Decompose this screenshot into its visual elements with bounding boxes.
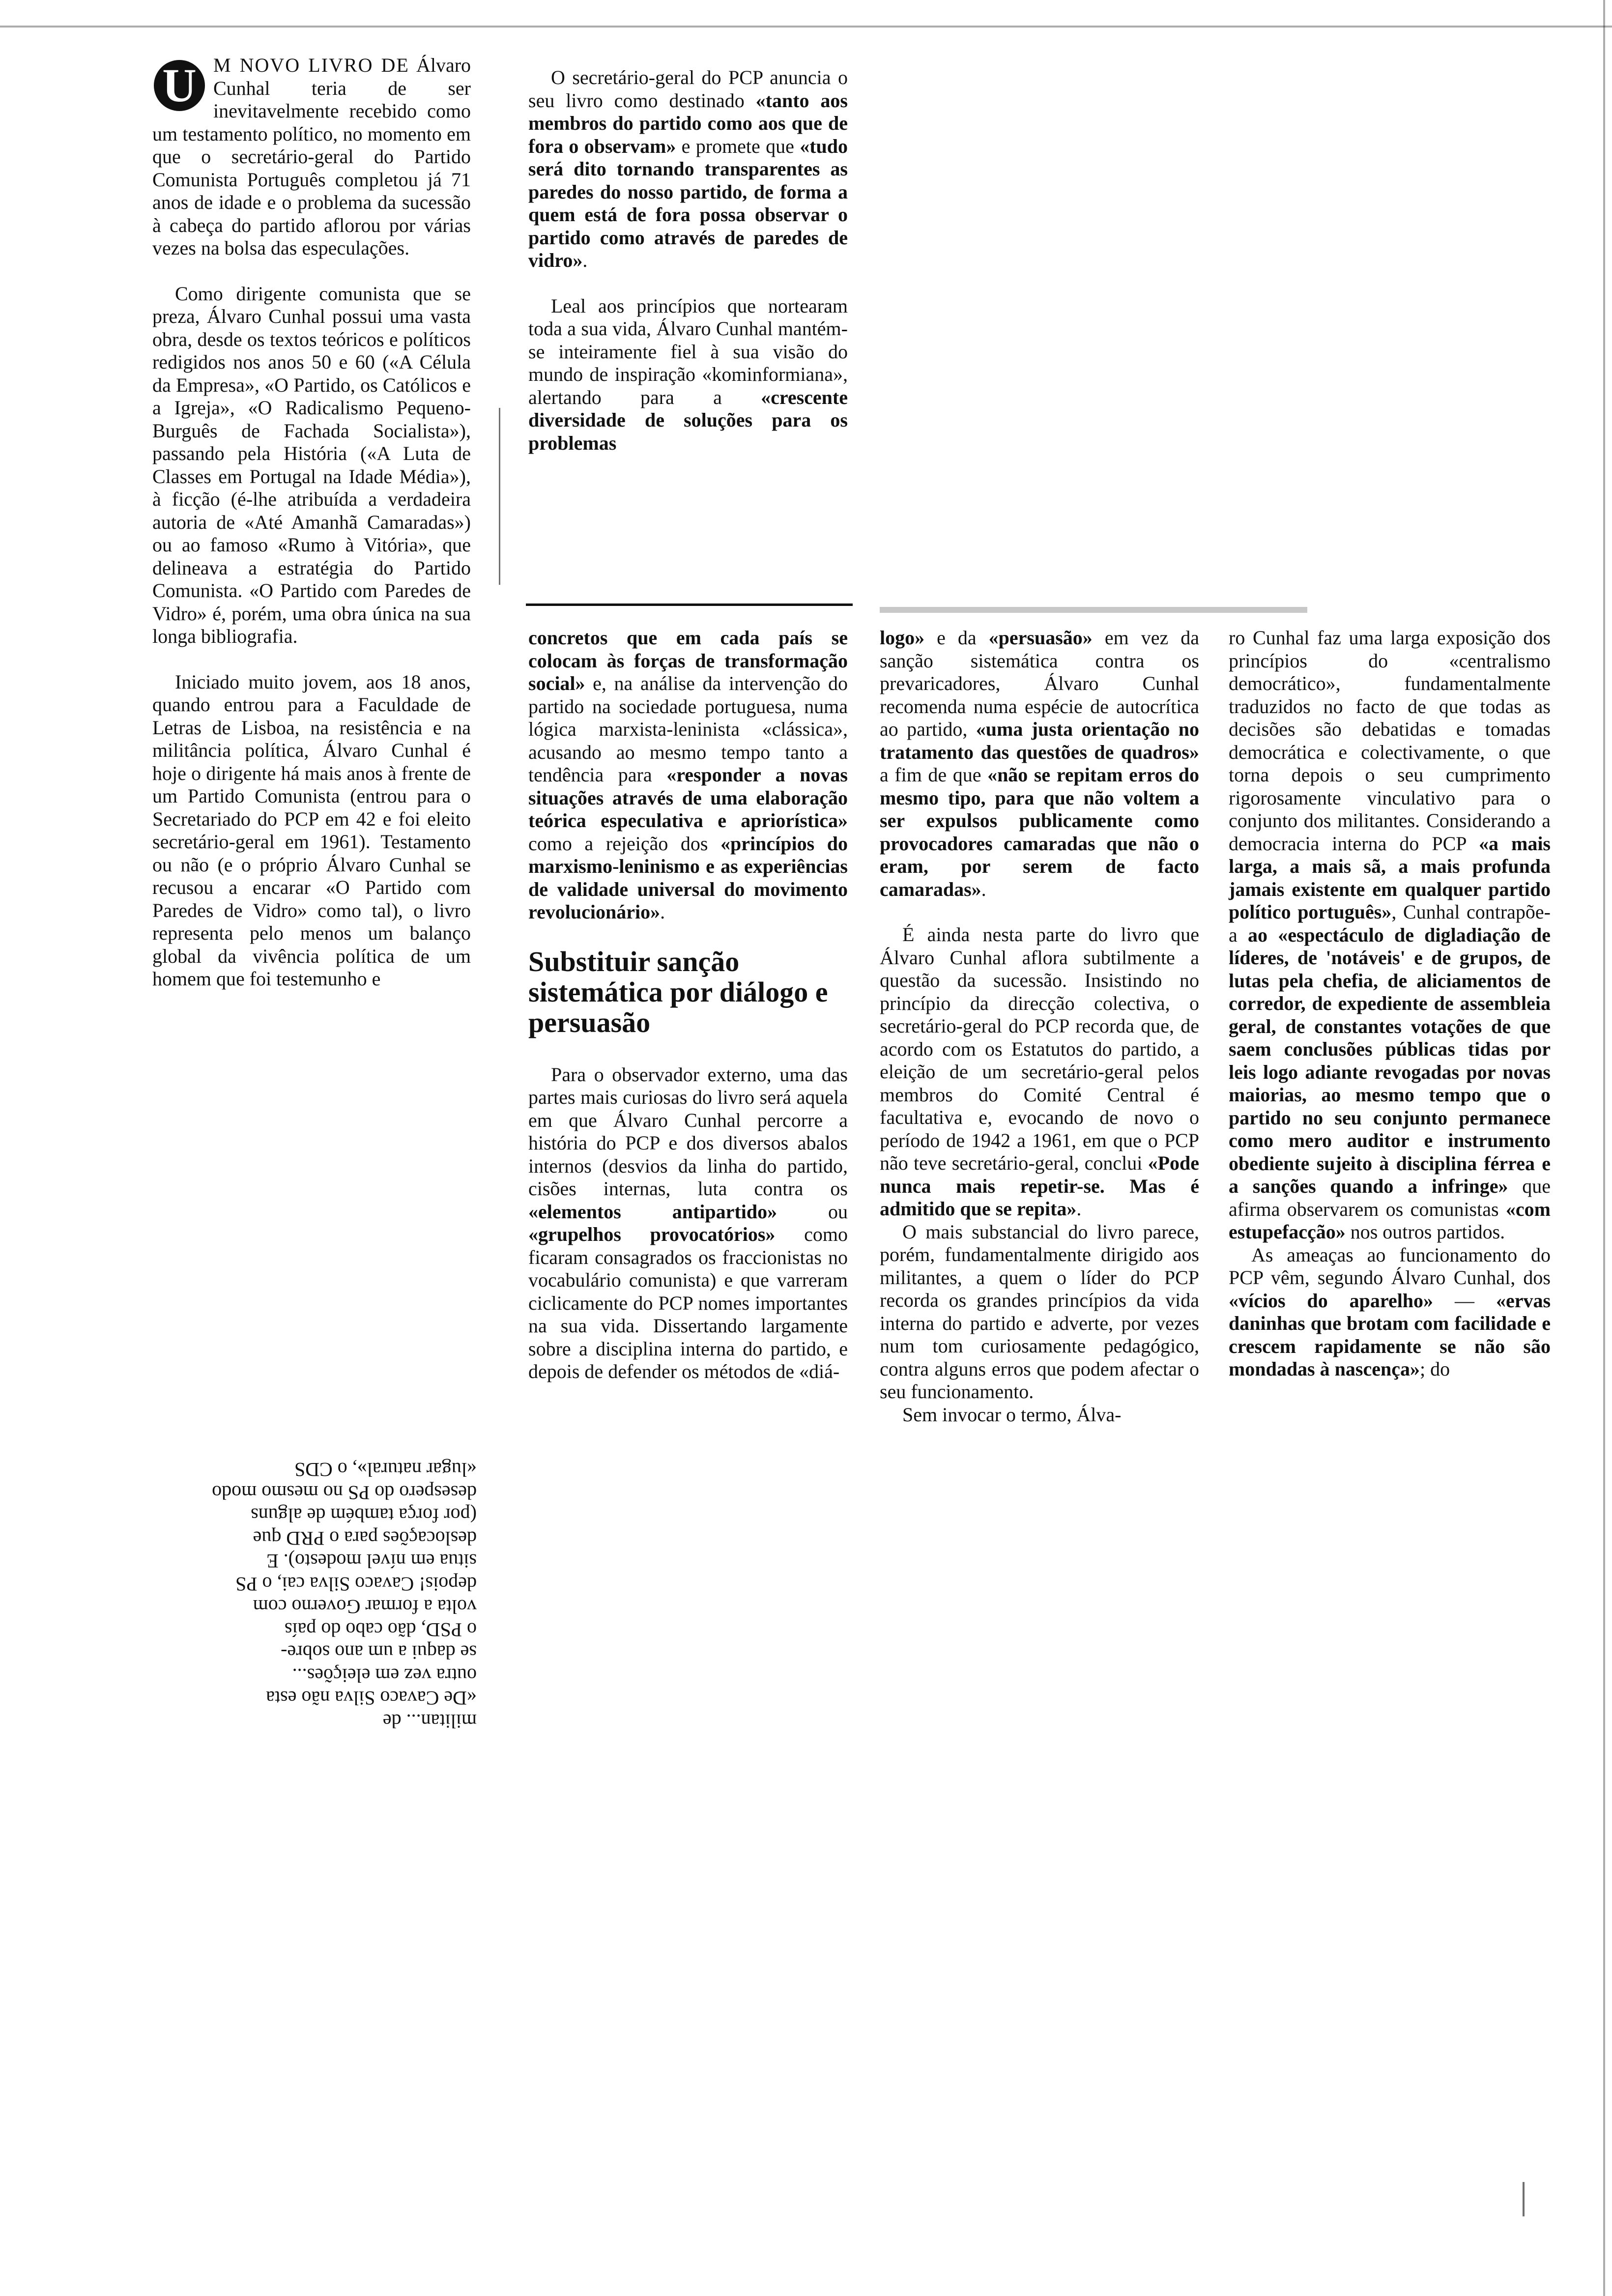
column-1 [152, 54, 471, 1013]
quote-bold: «elementos antipartido» [528, 1200, 777, 1223]
text-run: a fim de que [880, 764, 988, 786]
quote-bold: «crescente diversidade de soluções para os problemas [528, 386, 848, 454]
text-run: Para o observador externo, uma das partes mais curiosas do livro será aquela em que Álvaro Cunhal percorre a história do PCP e dos diversos abalos internos (desvios da linha do partido, cisões internas, luta contra os [528, 1063, 848, 1200]
text-run: e promete que [676, 135, 800, 157]
inverted-line: (por força também de alguns [251, 1504, 477, 1527]
column-4 [1229, 627, 1551, 1404]
quote-bold: «Pode nunca mais repetir-se. Mas é admitido que se repita» [880, 1152, 1199, 1220]
quote-bold: «vícios do aparelho» [1229, 1289, 1434, 1312]
paragraph [880, 627, 1199, 901]
text-run: nos outros partidos. [1345, 1221, 1505, 1243]
text-run: . [981, 878, 986, 900]
text-run: . [660, 901, 665, 923]
paragraph [1229, 1244, 1551, 1381]
inverted-line: outra vez em eleições... [292, 1665, 477, 1687]
text-run: Leal aos princípios que nortearam toda a sua vida, Álvaro Cunhal mantém-se inteiramente fiel à sua visão do mundo de inspiração «kominformiana», alertando para a [528, 294, 848, 408]
section-rule [526, 603, 853, 606]
quote-bold: «persuasão» [988, 627, 1093, 649]
paragraph [1229, 627, 1551, 1244]
text-run: como a rejeição dos [528, 832, 721, 855]
quote-bold: «ervas daninhas que brotam com facilidade e crescem rapidamente se não são mondadas à nascença» [1229, 1289, 1551, 1380]
quote-bold: ao «espectáculo de digladiação de líderes, de 'notáveis' e de grupos, de lutas pela chefia, de aliciamentos de corredor, de expediente de assembleia geral, de constantes votações de que saem conclusões públicas tidas por leis logo adiante revogadas por novas maiorias, ao mesmo tempo que o partido no seu conjunto permanece como mero auditor e instrumento obediente sujeito à disciplina férrea e a sanções quando a infringe» [1229, 923, 1551, 1197]
column-divider [499, 408, 500, 585]
subheading: Substituir sanção sistemática por diálogo e persuasão [528, 945, 828, 1038]
text-run: ro Cunhal faz uma larga exposição dos princípios do «centralismo democrático», fundamentalmente traduzidos no facto de que todas as decisões são debatidas e tomadas democrática e colectivamente, o que torna depois o seu cumprimento rigorosamente vinculativo para o conjunto dos militantes. Considerando a democracia interna do PCP [1229, 627, 1551, 855]
text-run: que afirma observarem os comunistas [1229, 1175, 1551, 1220]
inverted-line: desespero do PS no mesmo modo [212, 1482, 477, 1504]
paragraph: Sem invocar o termo, Álva- [902, 1403, 1122, 1426]
text-run: e, na análise da intervenção do partido na sociedade portuguesa, numa lógica marxista-leninista «clássica», acusando ao mesmo tempo tanto a tendência para [528, 672, 848, 786]
inverted-line: volta a formar Governo com [253, 1596, 477, 1618]
text-run: como ficaram consagrados os fraccionistas no vocabulário comunista) e que varreram ciclicamente do PCP nomes importantes na sua vida. Dissertando largamente sobre a disciplina interna do partido, e depois de defender os métodos de «diá- [528, 1223, 848, 1382]
inverted-line: depois! Cavaco Silva cai, o PS [235, 1573, 477, 1595]
inverted-line: deslocações para o PRD que [253, 1527, 477, 1550]
top-scan-edge [0, 26, 1612, 28]
text-run: e da [924, 627, 989, 649]
paragraph [880, 923, 1199, 1221]
paragraph: Iniciado muito jovem, aos 18 anos, quando entrou para a Faculdade de Letras de Lisboa, na resistência e na militância política, Álvaro Cunhal é hoje o dirigente há mais anos à frente de um Partido Comunista (entrou para o Secretariado do PCP em 42 e foi eleito secretário-geral em 1961). Testamento ou não (e o próprio Álvaro Cunhal se recusou a encarar «O Partido com Paredes de Vidro» como tal), o livro representa pelo menos um balanço global da vivência política de um homem que foi testemunho e [152, 670, 471, 990]
column-2-bottom [528, 627, 848, 1406]
inverted-line: o PSD, dão cabo do país [284, 1619, 477, 1641]
text-run: . [1076, 1198, 1082, 1220]
inverted-line: situa em nível modesto). E [266, 1550, 477, 1573]
lead-caps: M NOVO LIVRO DE [213, 54, 409, 76]
paragraph [528, 1063, 848, 1383]
inverted-line: «De Cavaco Silva não esta [266, 1687, 477, 1710]
inverted-clipping [152, 1437, 477, 1732]
quote-bold: «responder a novas situações através de uma elaboração teórica especulativa e apriorística» [528, 764, 848, 832]
dropcap-letter: U [162, 59, 197, 112]
quote-bold: «a mais larga, a mais sã, a mais profunda jamais existente em qualquer partido político português» [1229, 832, 1551, 923]
text-run: O secretário-geral do PCP anuncia o seu livro como destinado [528, 66, 848, 112]
dropcap-u [152, 56, 206, 115]
text-run: ou [777, 1200, 848, 1223]
quote-bold: «uma justa orientação no tratamento das questões de quadros» [880, 718, 1199, 763]
inverted-line: militan... de [382, 1710, 477, 1732]
scan-smudge [880, 607, 1307, 613]
lead-text: Álvaro Cunhal teria de ser inevitavelmente recebido como um testamento político, no momento em que o secretário-geral do Partido Comunista Português completou já 71 anos de idade e o problema da sucessão à cabeça do partido aflorou por várias vezes na bolsa das especulações. [152, 54, 471, 259]
inverted-line: «lugar natural», o CDS [294, 1459, 477, 1481]
text-run: É ainda nesta parte do livro que Álvaro Cunhal aflora subtilmente a questão da sucessão. Insistindo no princípio da direcção colectiva, o secretário-geral do PCP recorda que, de acordo com os Estatutos do partido, a eleição de um secretário-geral pelos membros do Comité Central é facultativa e, evocando de novo o período de 1942 a 1961, em que o PCP não teve secretário-geral, conclui [880, 923, 1199, 1174]
text-run: As ameaças ao funcionamento do PCP vêm, segundo Álvaro Cunhal, dos [1229, 1243, 1551, 1289]
quote-bold: «princípios do marxismo-leninismo e as experiências de validade universal do movimento revolucionário» [528, 832, 848, 923]
paragraph [528, 295, 848, 455]
quote-bold: «com estupefacção» [1229, 1198, 1551, 1243]
inverted-line: se daqui a um ano sobre- [281, 1641, 477, 1664]
quote-bold: «grupelhos provocatórios» [528, 1223, 776, 1245]
text-run: em vez da sanção sistemática contra os prevaricadores, Álvaro Cunhal recomenda numa espécie de autocrítica ao partido, [880, 627, 1199, 740]
quote-bold: logo» [880, 627, 925, 649]
paragraph: Como dirigente comunista que se preza, Álvaro Cunhal possui uma vasta obra, desde os textos teóricos e políticos redigidos nos anos 50 e 60 («A Célula da Empresa», «O Partido, os Católicos e a Igreja», «O Radicalismo Pequeno-Burguês de Fachada Socialista»), passando pela História («A Luta de Classes em Portugal na Idade Média»), à ficção (é-lhe atribuída a verdadeira autoria de «Até Amanhã Camaradas») ou ao famoso «Rumo à Vitória», que delineava a estratégia do Partido Comunista. «O Partido com Paredes de Vidro» é, porém, uma obra única na sua longa bibliografia. [152, 282, 471, 647]
paragraph [528, 627, 848, 924]
column-2-top [528, 66, 848, 477]
paragraph [528, 66, 848, 272]
text-run: — [1433, 1289, 1496, 1312]
right-scan-edge [1603, 0, 1605, 2296]
quote-bold: «não se repitam erros do mesmo tipo, para que não voltem a ser expulsos publicamente como provocadores camaradas que não o eram, por serem de facto camaradas» [880, 764, 1200, 900]
scan-speck [1523, 2182, 1525, 2216]
quote-bold: «tudo será dito tornando transparentes as paredes do nosso partido, de forma a quem está de fora possa observar o partido como através de paredes de vidro» [528, 135, 848, 271]
text-run: ; do [1419, 1358, 1450, 1380]
text-run: . [582, 249, 588, 271]
quote-bold: concretos que em cada país se colocam às forças de transformação social» [528, 627, 848, 694]
text-run: , Cunhal contrapõe-a [1229, 901, 1551, 946]
column-3 [880, 627, 1199, 1449]
paragraph: O mais substancial do livro parece, porém, fundamentalmente dirigido aos militantes, a quem o líder do PCP recorda os grandes princípios da vida interna do partido e adverte, por vezes num tom curiosamente pedagógico, contra alguns erros que podem afectar o seu funcionamento. [880, 1220, 1199, 1403]
quote-bold: «tanto aos membros do partido como aos que de fora o observam» [528, 89, 848, 157]
